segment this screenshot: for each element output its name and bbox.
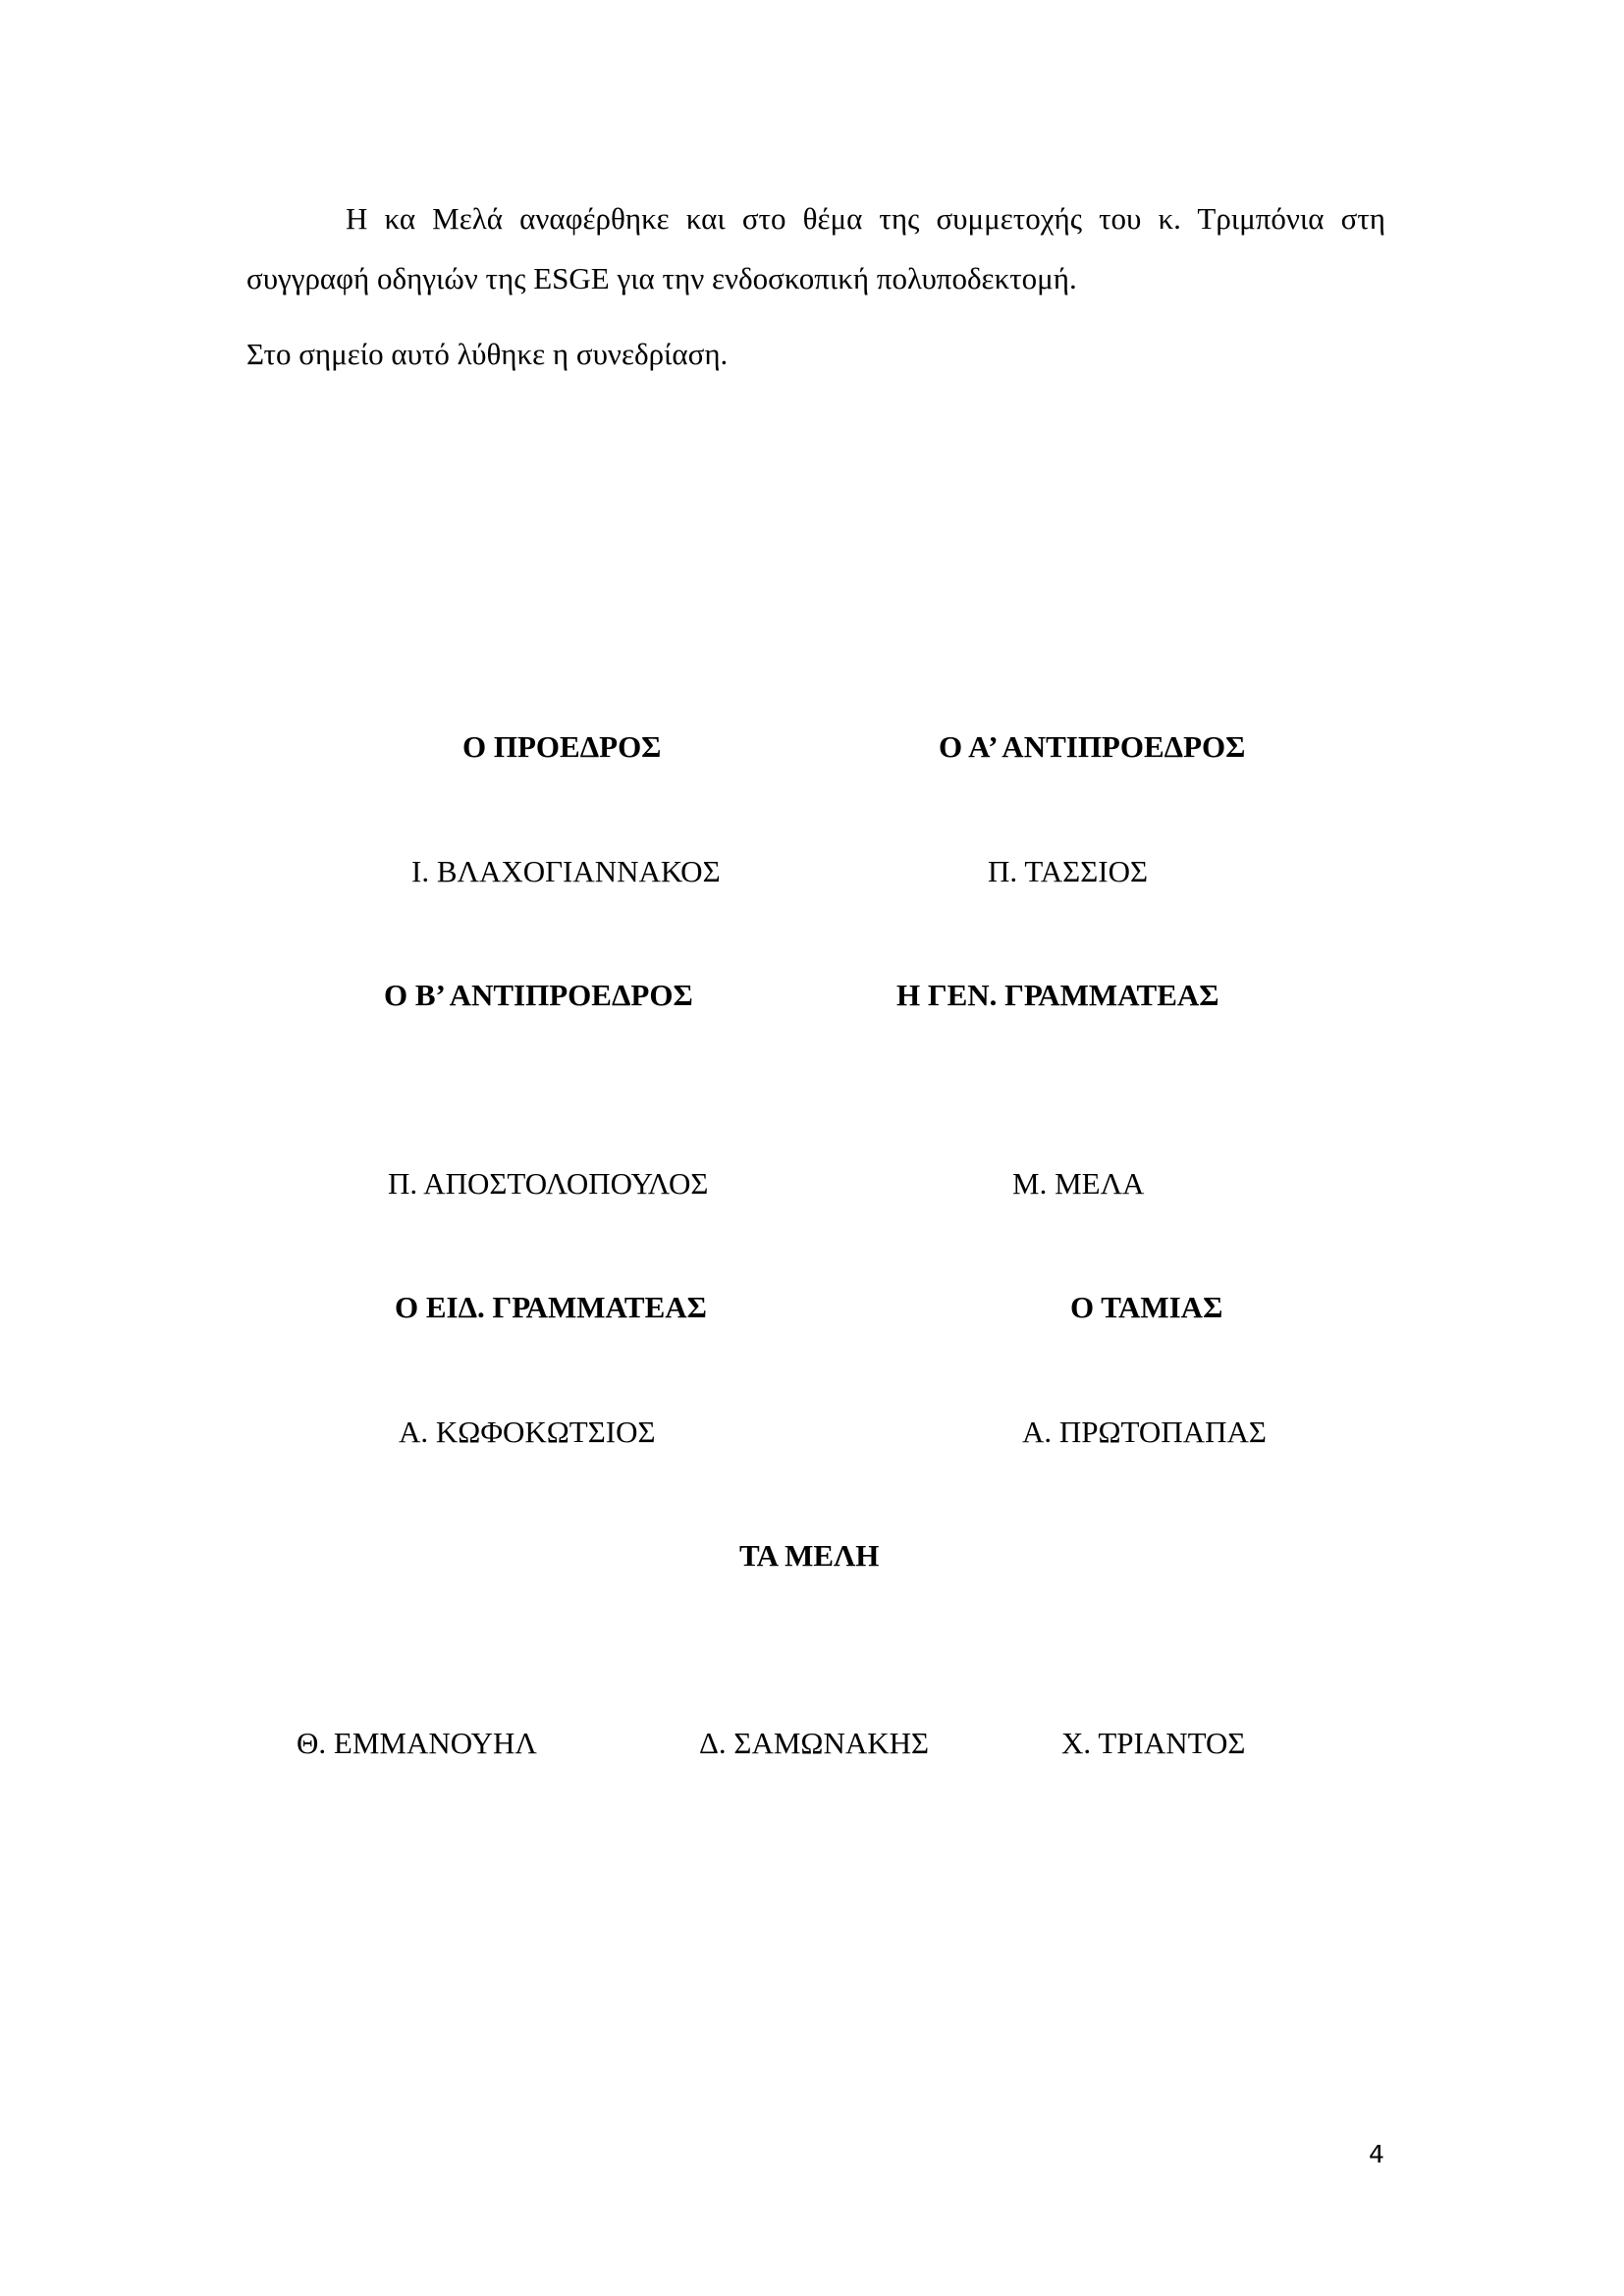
member-name: Χ. ΤΡΙΑΝΤΟΣ	[1061, 1726, 1246, 1760]
member-name: Δ. ΣΑΜΩΝΑΚΗΣ	[699, 1726, 930, 1760]
member-name: Θ. ΕΜΜΑΝΟΥΗΛ	[297, 1726, 537, 1760]
closing-paragraph: Στο σημείο αυτό λύθηκε η συνεδρίαση.	[246, 337, 729, 371]
second-vice-president-title: Ο Β’ ΑΝΤΙΠΡΟΕΔΡΟΣ	[384, 978, 693, 1012]
page-number: 4	[1369, 2140, 1384, 2168]
special-secretary-title: Ο ΕΙΔ. ΓΡΑΜΜΑΤΕΑΣ	[395, 1290, 707, 1324]
general-secretary-name: Μ. ΜΕΛΑ	[1012, 1166, 1145, 1201]
body-paragraph: Η κα Μελά αναφέρθηκε και στο θέμα της συμμετοχής του κ. Τριμπόνια στη συγγραφή οδηγιών της ESGE για την ενδοσκοπική πολυποδεκτομή.	[246, 201, 1385, 295]
members-title: ΤΑ ΜΕΛΗ	[739, 1538, 880, 1573]
first-vice-president-title: Ο Α’ ΑΝΤΙΠΡΟΕΔΡΟΣ	[939, 729, 1246, 764]
special-secretary-name: Α. ΚΩΦΟΚΩΤΣΙΟΣ	[399, 1415, 656, 1449]
first-vice-president-name: Π. ΤΑΣΣΙΟΣ	[988, 854, 1149, 888]
general-secretary-title: Η ΓΕΝ. ΓΡΑΜΜΑΤΕΑΣ	[896, 978, 1219, 1012]
second-vice-president-name: Π. ΑΠΟΣΤΟΛΟΠΟΥΛΟΣ	[388, 1166, 709, 1201]
president-name: Ι. ΒΛΑΧΟΓΙΑΝΝΑΚΟΣ	[411, 854, 721, 888]
treasurer-name: Α. ΠΡΩΤΟΠΑΠΑΣ	[1022, 1415, 1267, 1449]
president-title: Ο ΠΡΟΕΔΡΟΣ	[462, 729, 662, 764]
treasurer-title: Ο ΤΑΜΙΑΣ	[1070, 1290, 1223, 1324]
